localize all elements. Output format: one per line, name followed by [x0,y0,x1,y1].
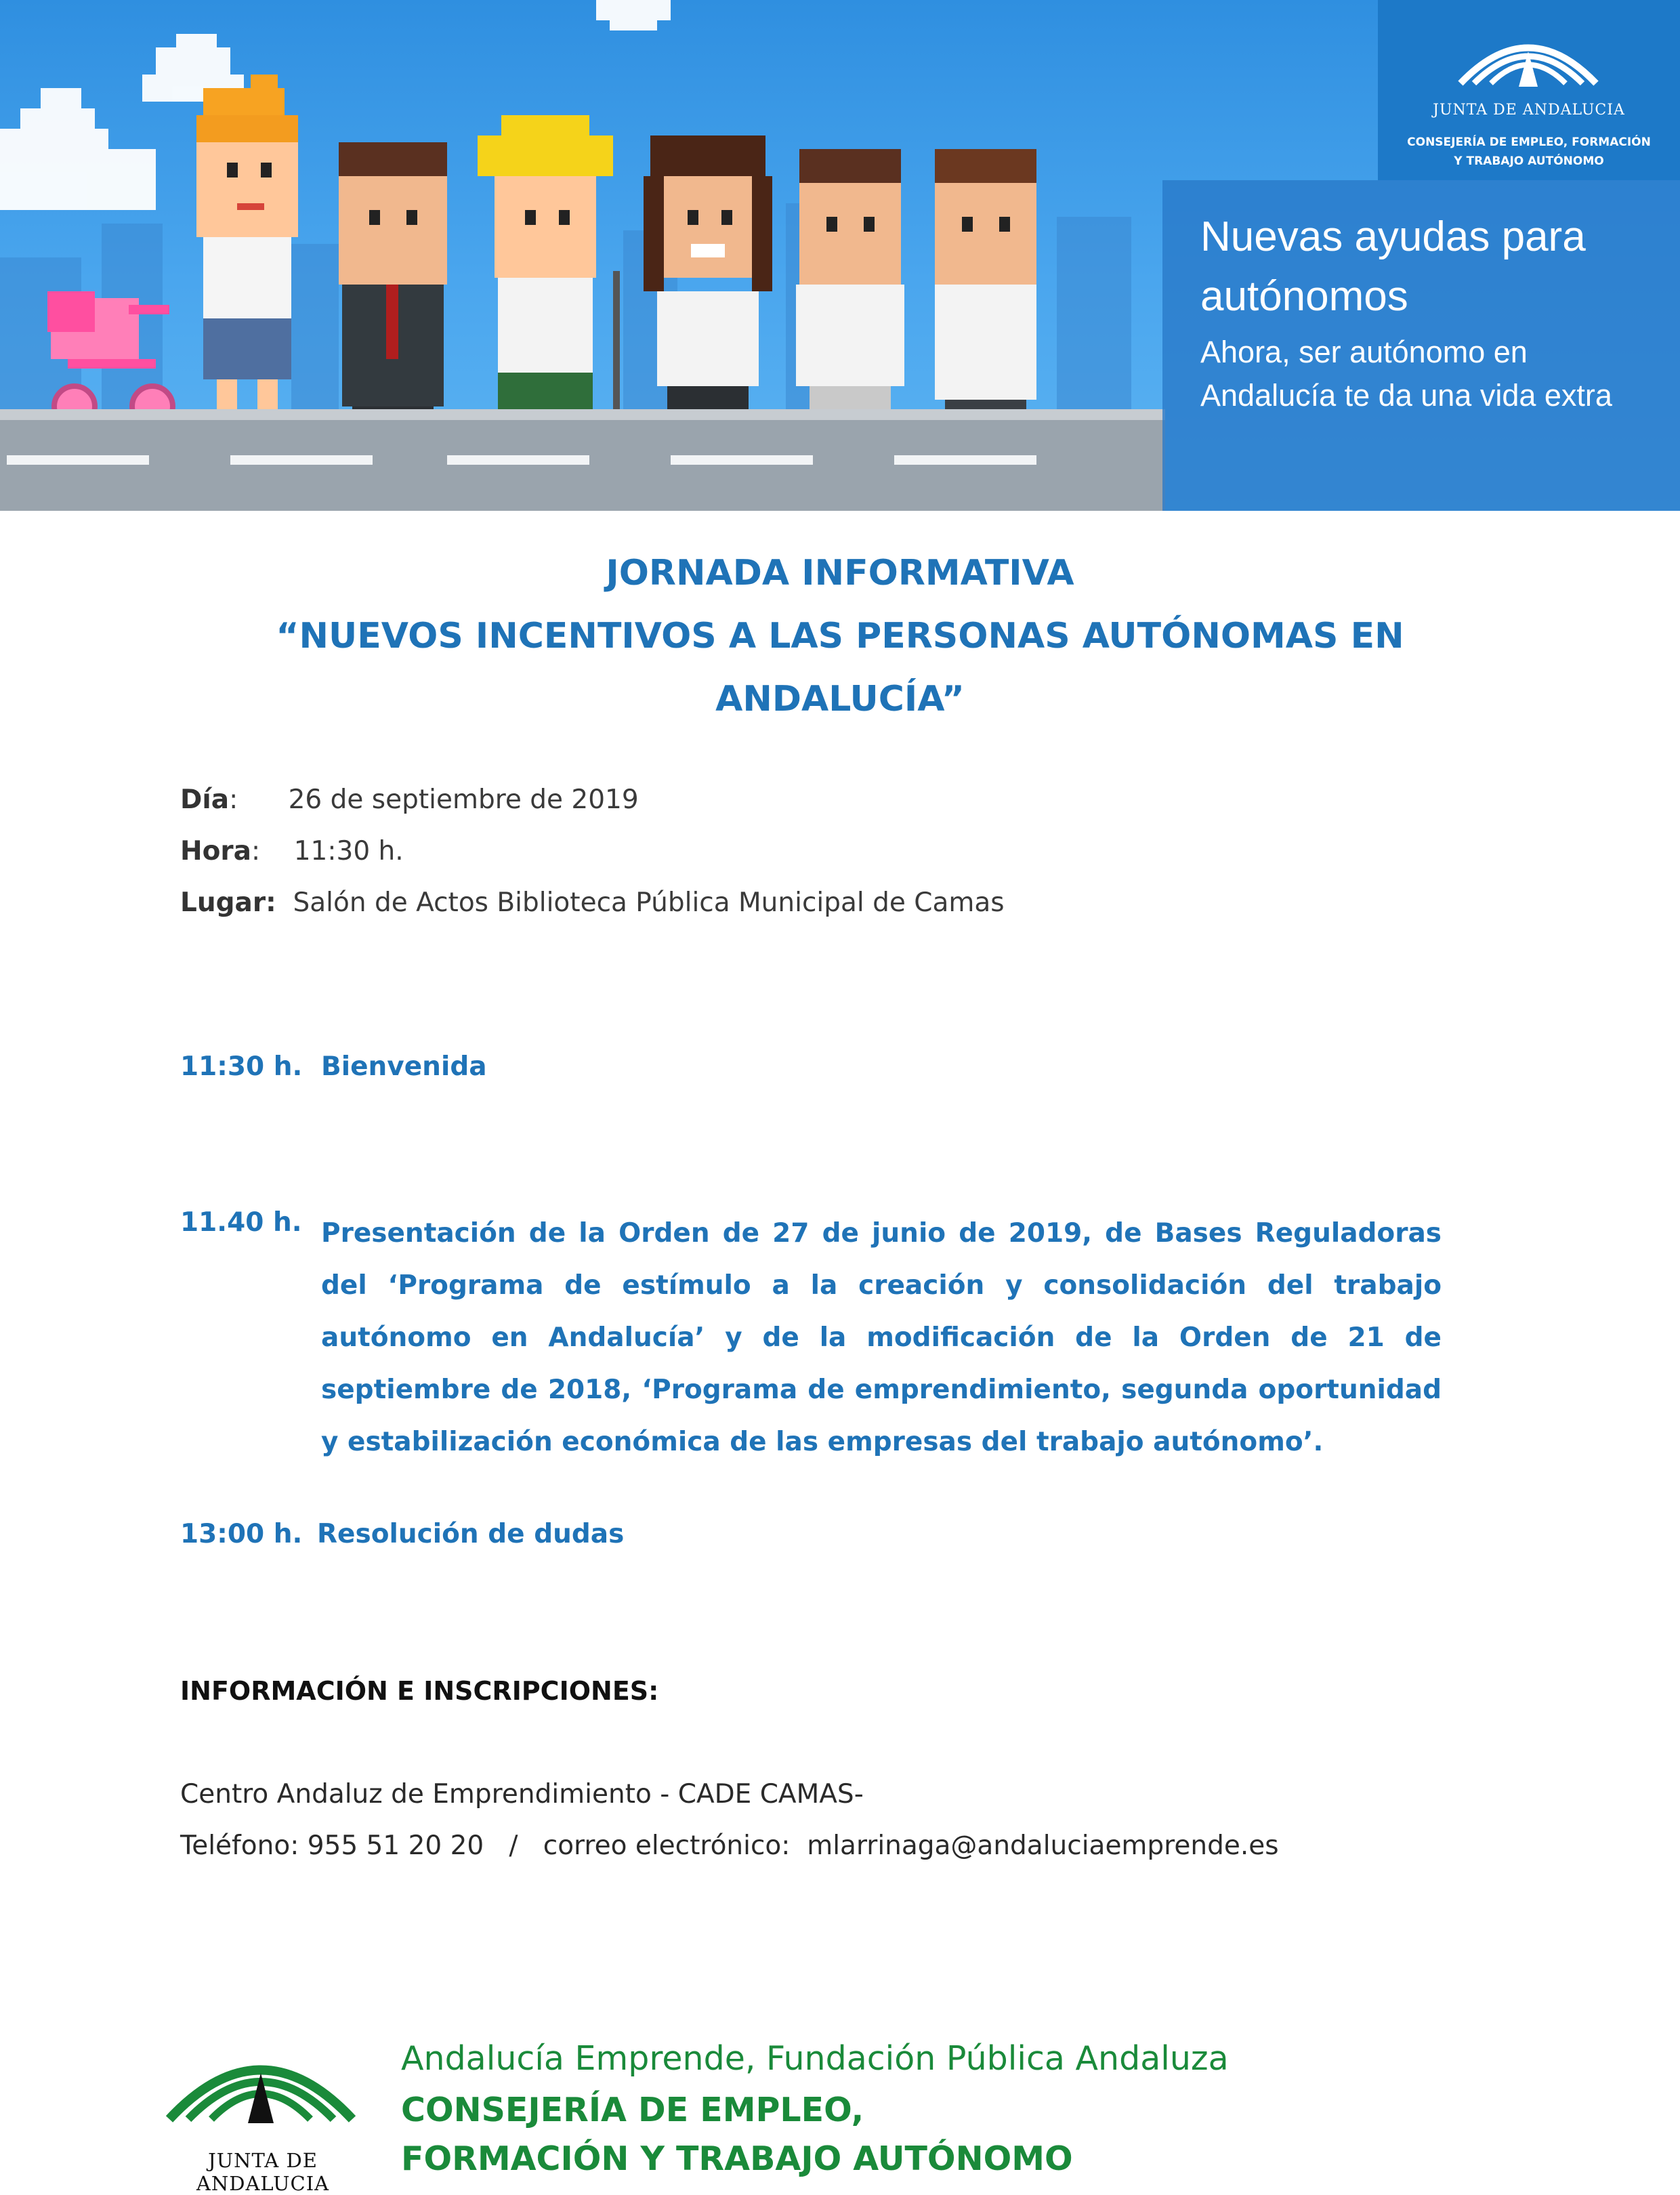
footer-foundation: Andalucía Emprende, Fundación Pública Andaluza [401,2039,1229,2078]
junta-logo-icon [163,2031,359,2133]
title-line-2: “NUEVOS INCENTIVOS A LAS PERSONAS AUTÓNOMAS EN [276,616,1404,656]
junta-logo-icon [1454,19,1603,93]
junta-name: JUNTA DE ANDALUCIA [1433,102,1625,119]
agenda-item: Presentación de la Orden de 27 de junio de 2019, de Bases Reguladoras del ‘Programa de estímulo a la creación y consolidación del trabajo autónomo en Andalucía’ y de la modificación de la Orden de 21 de septiembre de 2018, ‘Programa de emprendimiento, segunda oportunidad y estabilización económica de las empresas del trabajo autónomo’. [321,1218,1442,1457]
detail-hour-value: 11:30 h. [293,836,404,866]
road-marking [671,455,813,465]
road-marking [894,455,1036,465]
road [0,420,1165,511]
footer-junta-name: JUNTA DE ANDALUCIA [196,2149,330,2195]
sidewalk-curb [0,409,1165,420]
footer-consejeria-line-2: FORMACIÓN Y TRABAJO AUTÓNOMO [401,2139,1073,2178]
info-heading: INFORMACIÓN E INSCRIPCIONES: [180,1676,659,1706]
footer-consejeria-line-1: CONSEJERÍA DE EMPLEO, [401,2091,864,2129]
detail-day-value: 26 de septiembre de 2019 [288,785,639,815]
slogan-title: Nuevas ayudas para autónomos [1200,213,1586,320]
road-marking [230,455,373,465]
detail-place [180,887,1005,918]
agenda-item: Bienvenida [321,1051,487,1082]
road-marking [447,455,589,465]
agenda-item: Resolución de dudas [317,1519,625,1549]
slogan-box [1162,180,1680,511]
detail-day: Día: 26 de septiembre de 2019 [180,785,639,815]
page-title [135,542,1545,731]
consejeria-line-2: Y TRABAJO AUTÓNOMO [1454,154,1604,168]
consejeria-name [1378,133,1680,171]
contact-center: Centro Andaluz de Emprendimiento - CADE CAMAS- [180,1779,864,1810]
contact-phone-email: Teléfono: 955 51 20 20 / correo electrónico: mlarrinaga@andaluciaemprende.es [180,1831,1279,1861]
detail-place-label: Lugar: [180,887,276,918]
detail-hour: Hora: 11:30 h. [180,836,404,866]
title-line-1: JORNADA INFORMATIVA [606,553,1074,593]
detail-hour-label: Hora [180,836,251,866]
consejeria-line-1: CONSEJERÍA DE EMPLEO, FORMACIÓN [1407,135,1651,149]
agenda-time: 13:00 h. [180,1519,303,1549]
agenda-time: 11:30 h. [180,1051,303,1082]
title-line-3: ANDALUCÍA” [715,679,965,719]
junta-brand-box [1378,0,1680,180]
slogan-subtitle: Ahora, ser autónomo en Andalucía te da una vida extra [1200,335,1612,413]
detail-day-label: Día [180,785,230,815]
road-marking [7,455,149,465]
header-banner [0,0,1680,511]
detail-place-value: Salón de Actos Biblioteca Pública Municipal de Camas [293,887,1005,918]
agenda-time: 11.40 h. [180,1207,302,1238]
